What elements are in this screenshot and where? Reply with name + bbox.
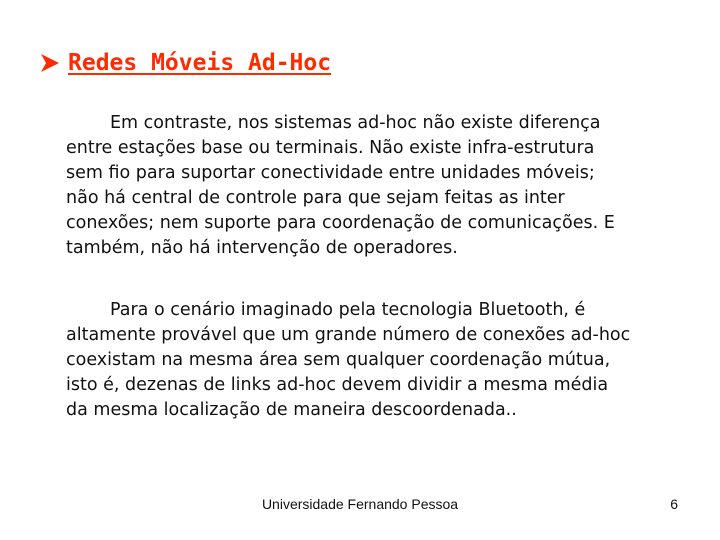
paragraph-adhoc-contrast: Em contraste, nos sistemas ad-hoc não existe diferença entre estações base ou terminais. Não existe infra-estrutura sem fio para suportar conectividade entre unidades móveis; não há central de controle para que sejam feitas as inter conexões; nem suporte para coordenação de comunicações. E também, não há intervenção de operadores. xyxy=(66,113,615,258)
slide-title: Redes Móveis Ad-Hoc xyxy=(68,50,332,76)
footer-institution: Universidade Fernando Pessoa xyxy=(261,496,459,512)
arrowhead-bullet-icon xyxy=(38,51,62,75)
slide-heading xyxy=(38,50,331,76)
page-number: 6 xyxy=(670,496,678,512)
paragraph-bluetooth-scenario: Para o cenário imaginado pela tecnologia Bluetooth, é altamente provável que um grande número de conexões ad-hoc coexistam na mesma área sem qualquer coordenação mútua, isto é, dezenas de links ad-hoc devem dividir a mesma média da mesma localização de maneira descoordenada.. xyxy=(66,300,631,420)
